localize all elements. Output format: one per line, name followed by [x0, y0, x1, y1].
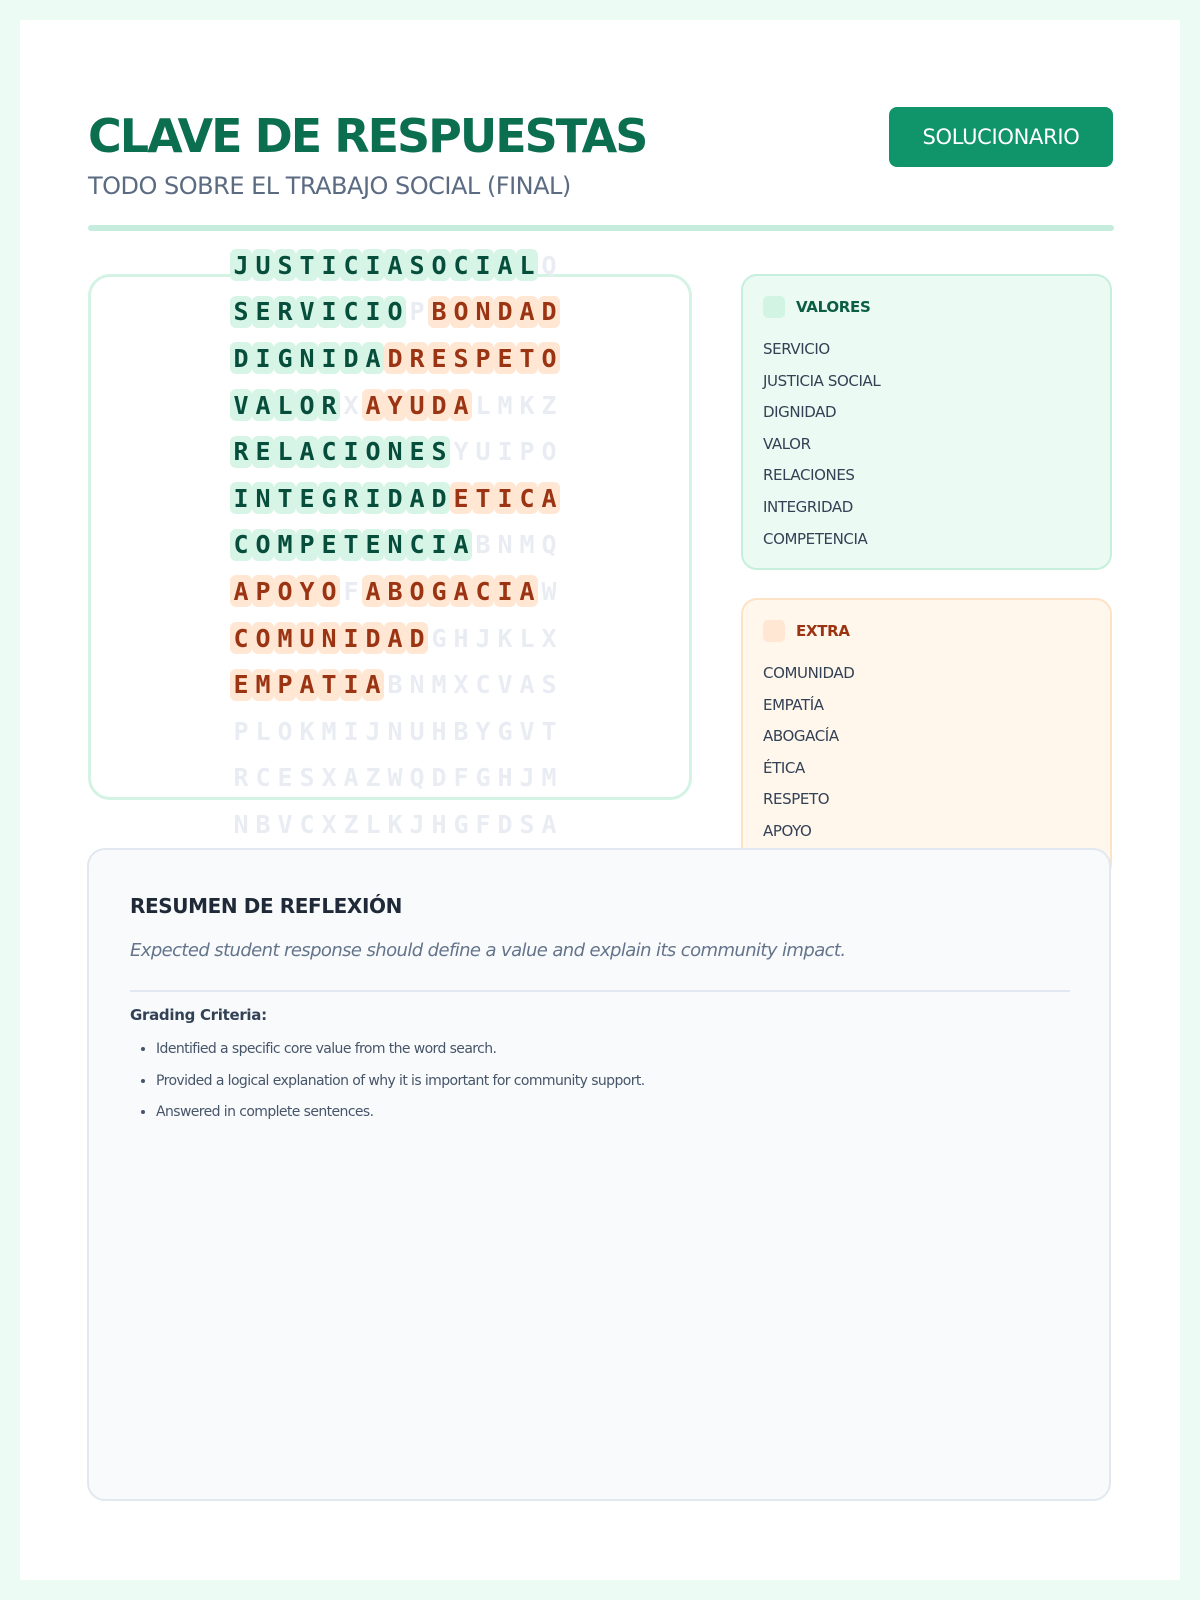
grid-cell-values: E	[406, 436, 428, 468]
grading-criteria-title: Grading Criteria:	[130, 1006, 267, 1024]
grid-cell-filler: I	[343, 716, 359, 746]
grid-cell-extra: N	[472, 296, 494, 328]
grid-cell-extra: A	[384, 622, 406, 654]
grid-cell-filler: W	[387, 763, 403, 793]
grid-cell-values: A	[296, 436, 318, 468]
grid-cell-values: I	[318, 296, 340, 328]
values-word-item: VALOR	[763, 434, 811, 453]
grid-cell-filler: F	[343, 576, 359, 606]
grid-cell-filler: P	[233, 716, 249, 746]
values-panel-header	[763, 296, 870, 318]
grid-cell-filler: J	[475, 623, 491, 653]
values-panel-title: VALORES	[796, 298, 871, 316]
grid-cell-values: C	[450, 249, 472, 281]
grid-cell-filler: D	[431, 763, 447, 793]
page-title: CLAVE DE RESPUESTAS	[88, 109, 647, 163]
grid-cell-filler: L	[519, 623, 535, 653]
values-swatch-icon	[763, 296, 785, 318]
grid-cell-filler: I	[497, 437, 513, 467]
grid-cell-extra: C	[472, 575, 494, 607]
grid-cell-values: A	[362, 342, 384, 374]
values-word-item: JUSTICIA SOCIAL	[763, 371, 881, 390]
grid-cell-extra: O	[252, 622, 274, 654]
grid-cell-values: I	[362, 296, 384, 328]
extra-swatch-icon	[763, 620, 785, 642]
values-word-item: SERVICIO	[763, 340, 830, 358]
header-divider	[88, 225, 1114, 231]
grid-cell-filler: Q	[541, 530, 557, 560]
grid-cell-values: O	[296, 389, 318, 421]
grid-cell-filler: W	[541, 576, 557, 606]
grid-cell-filler: C	[475, 670, 491, 700]
grid-cell-filler: P	[519, 437, 535, 467]
grid-cell-filler: X	[453, 670, 469, 700]
reflection-title: RESUMEN DE REFLEXIÓN	[130, 894, 402, 918]
grid-cell-extra: G	[428, 575, 450, 607]
grid-cell-extra: A	[362, 575, 384, 607]
grid-cell-values: V	[296, 296, 318, 328]
grid-cell-filler: K	[519, 390, 535, 420]
grid-cell-extra: A	[538, 482, 560, 514]
grid-cell-filler: N	[409, 670, 425, 700]
grid-cell-filler: M	[431, 670, 447, 700]
grid-cell-values: A	[494, 249, 516, 281]
grid-cell-extra: E	[494, 342, 516, 374]
grid-cell-filler: R	[233, 763, 249, 793]
grid-cell-extra: A	[516, 575, 538, 607]
grid-cell-values: E	[362, 529, 384, 561]
extra-panel	[741, 598, 1112, 880]
grid-cell-filler: K	[299, 716, 315, 746]
grid-cell-filler: H	[497, 763, 513, 793]
grid-row	[230, 615, 560, 662]
grid-cell-values: E	[318, 529, 340, 561]
grid-cell-values: A	[450, 529, 472, 561]
grid-cell-values: T	[274, 482, 296, 514]
grid-cell-values: S	[406, 249, 428, 281]
criteria-item: • Provided a logical explanation of why it is important for community support.	[156, 1066, 645, 1098]
grid-cell-extra: D	[428, 389, 450, 421]
grid-cell-values: R	[274, 296, 296, 328]
grid-cell-filler: D	[497, 809, 513, 839]
grid-cell-values: C	[406, 529, 428, 561]
grid-cell-filler: A	[541, 809, 557, 839]
values-word-list	[763, 334, 880, 555]
grid-cell-extra: D	[384, 342, 406, 374]
grid-cell-extra: R	[406, 342, 428, 374]
grid-cell-filler: C	[255, 763, 271, 793]
grid-cell-values: A	[406, 482, 428, 514]
grid-cell-filler: Q	[409, 763, 425, 793]
grid-cell-values: A	[384, 249, 406, 281]
grid-cell-extra: A	[362, 669, 384, 701]
grid-cell-values: I	[428, 529, 450, 561]
grid-cell-values: D	[340, 342, 362, 374]
grid-cell-filler: B	[255, 809, 271, 839]
grid-cell-filler: V	[277, 809, 293, 839]
grid-cell-filler: B	[387, 670, 403, 700]
grid-cell-filler: F	[453, 763, 469, 793]
grid-cell-extra: U	[296, 622, 318, 654]
grid-cell-values: I	[472, 249, 494, 281]
grid-cell-extra: A	[362, 389, 384, 421]
grid-cell-filler: G	[453, 809, 469, 839]
values-panel	[741, 274, 1112, 570]
grid-cell-filler: M	[519, 530, 535, 560]
grid-cell-values: S	[274, 249, 296, 281]
grid-cell-values: I	[362, 249, 384, 281]
solucionario-badge: SOLUCIONARIO	[889, 107, 1113, 167]
grid-cell-extra: P	[252, 575, 274, 607]
grid-cell-values: S	[230, 296, 252, 328]
grid-cell-extra: T	[472, 482, 494, 514]
grid-cell-extra: T	[318, 669, 340, 701]
grid-cell-extra: T	[516, 342, 538, 374]
grid-row	[230, 661, 560, 708]
grid-cell-filler: G	[475, 763, 491, 793]
grid-row	[230, 755, 560, 802]
grid-cell-filler: Z	[343, 809, 359, 839]
grid-cell-extra: I	[340, 622, 362, 654]
grid-row	[230, 382, 560, 429]
grid-cell-values: G	[318, 482, 340, 514]
grid-cell-values: L	[516, 249, 538, 281]
grid-cell-values: C	[340, 296, 362, 328]
extra-word-item: APOYO	[763, 821, 812, 840]
grid-cell-filler: L	[475, 390, 491, 420]
grid-cell-extra: B	[384, 575, 406, 607]
grid-cell-extra: A	[450, 389, 472, 421]
grid-cell-filler: A	[343, 763, 359, 793]
grid-cell-filler: C	[299, 809, 315, 839]
grid-row	[230, 801, 560, 848]
grid-cell-values: V	[230, 389, 252, 421]
grid-cell-values: L	[274, 389, 296, 421]
grid-cell-values: C	[340, 249, 362, 281]
grid-cell-values: U	[252, 249, 274, 281]
grid-cell-filler: X	[321, 763, 337, 793]
grid-cell-values: N	[296, 342, 318, 374]
grid-cell-filler: Z	[365, 763, 381, 793]
grid-cell-values: D	[230, 342, 252, 374]
grid-cell-extra: E	[428, 342, 450, 374]
grid-cell-extra: M	[274, 622, 296, 654]
grid-cell-extra: B	[428, 296, 450, 328]
grid-cell-filler: B	[475, 530, 491, 560]
grid-cell-values: I	[252, 342, 274, 374]
grid-cell-filler: M	[321, 716, 337, 746]
grid-cell-extra: D	[494, 296, 516, 328]
grading-criteria-list	[130, 1034, 645, 1129]
grid-cell-filler: M	[541, 763, 557, 793]
values-word-item: RELACIONES	[763, 466, 855, 485]
grid-cell-filler: O	[541, 437, 557, 467]
grid-cell-values: T	[340, 529, 362, 561]
grid-cell-extra: O	[450, 296, 472, 328]
grid-cell-extra: O	[318, 575, 340, 607]
extra-word-item: ABOGACÍA	[763, 727, 839, 746]
page-subtitle: TODO SOBRE EL TRABAJO SOCIAL (FINAL)	[88, 172, 571, 200]
grid-cell-values: O	[362, 436, 384, 468]
grid-cell-extra: A	[450, 575, 472, 607]
grid-cell-extra: Y	[296, 575, 318, 607]
grid-cell-filler: Q	[541, 250, 557, 280]
reflection-divider	[130, 990, 1070, 992]
grid-cell-filler: T	[541, 716, 557, 746]
grid-cell-extra: S	[450, 342, 472, 374]
grid-cell-extra: E	[230, 669, 252, 701]
grid-cell-filler: L	[255, 716, 271, 746]
grid-cell-extra: A	[230, 575, 252, 607]
grid-cell-filler: K	[497, 623, 513, 653]
extra-word-item: COMUNIDAD	[763, 664, 855, 682]
grid-cell-values: I	[230, 482, 252, 514]
grid-cell-values: C	[230, 529, 252, 561]
values-word-item: INTEGRIDAD	[763, 497, 853, 516]
grid-cell-values: N	[252, 482, 274, 514]
grid-row	[230, 428, 560, 475]
grid-cell-filler: N	[233, 809, 249, 839]
grid-cell-extra: D	[538, 296, 560, 328]
grid-cell-values: C	[318, 436, 340, 468]
grid-cell-values: N	[384, 436, 406, 468]
grid-cell-extra: P	[472, 342, 494, 374]
grid-cell-extra: A	[296, 669, 318, 701]
grid-cell-filler: X	[321, 809, 337, 839]
grid-cell-filler: J	[365, 716, 381, 746]
grid-cell-values: R	[318, 389, 340, 421]
extra-word-item: ÉTICA	[763, 758, 805, 777]
grid-cell-values: P	[296, 529, 318, 561]
grid-cell-extra: I	[340, 669, 362, 701]
grid-cell-extra: I	[494, 575, 516, 607]
grid-cell-values: I	[318, 249, 340, 281]
grid-cell-filler: U	[409, 716, 425, 746]
grid-cell-extra: E	[450, 482, 472, 514]
grid-cell-filler: Y	[453, 437, 469, 467]
extra-word-item: RESPETO	[763, 790, 830, 809]
grid-cell-filler: S	[519, 809, 535, 839]
criteria-item: • Identified a specific core value from the word search.	[156, 1034, 645, 1066]
word-search-grid	[230, 242, 560, 848]
grid-cell-values: O	[252, 529, 274, 561]
grid-cell-values: G	[274, 342, 296, 374]
grid-cell-values: O	[384, 296, 406, 328]
grid-row	[230, 335, 560, 382]
grid-cell-values: N	[384, 529, 406, 561]
grid-cell-filler: N	[497, 530, 513, 560]
grid-cell-values: R	[230, 436, 252, 468]
grid-cell-filler: N	[387, 716, 403, 746]
grid-row	[230, 522, 560, 569]
values-word-item: DIGNIDAD	[763, 403, 837, 422]
grid-row	[230, 475, 560, 522]
grid-cell-values: L	[274, 436, 296, 468]
grid-cell-filler: H	[431, 809, 447, 839]
grid-cell-filler: H	[453, 623, 469, 653]
criteria-item: • Answered in complete sentences.	[156, 1097, 645, 1129]
grid-cell-values: J	[230, 249, 252, 281]
grid-cell-values: E	[252, 296, 274, 328]
grid-cell-extra: O	[274, 575, 296, 607]
grid-cell-filler: V	[497, 670, 513, 700]
grid-cell-extra: N	[318, 622, 340, 654]
grid-row	[230, 708, 560, 755]
grid-cell-extra: O	[538, 342, 560, 374]
grid-cell-extra: D	[406, 622, 428, 654]
grid-cell-filler: J	[409, 809, 425, 839]
grid-row	[230, 289, 560, 336]
grid-cell-filler: S	[541, 670, 557, 700]
expected-response-text: Expected student response should define a value and explain its community impact.	[130, 940, 846, 961]
grid-cell-values: O	[428, 249, 450, 281]
grid-cell-filler: U	[475, 437, 491, 467]
grid-cell-values: D	[384, 482, 406, 514]
grid-cell-filler: G	[431, 623, 447, 653]
extra-word-item: EMPATÍA	[763, 695, 824, 714]
grid-cell-values: S	[428, 436, 450, 468]
grid-cell-filler: X	[343, 390, 359, 420]
answer-key-page	[20, 20, 1180, 1580]
grid-cell-extra: C	[230, 622, 252, 654]
grid-cell-extra: P	[274, 669, 296, 701]
values-word-item: COMPETENCIA	[763, 529, 868, 548]
extra-word-list	[763, 658, 854, 848]
grid-cell-values: A	[252, 389, 274, 421]
grid-cell-filler: X	[541, 623, 557, 653]
grid-cell-filler: K	[387, 809, 403, 839]
grid-cell-filler: P	[409, 297, 425, 327]
grid-cell-filler: F	[475, 809, 491, 839]
extra-panel-title: EXTRA	[796, 622, 850, 640]
grid-cell-filler: Y	[475, 716, 491, 746]
grid-cell-filler: L	[365, 809, 381, 839]
grid-row	[230, 568, 560, 615]
grid-cell-extra: U	[406, 389, 428, 421]
grid-cell-filler: J	[519, 763, 535, 793]
grid-cell-extra: O	[406, 575, 428, 607]
grid-cell-values: I	[318, 342, 340, 374]
grid-cell-values: I	[362, 482, 384, 514]
grid-cell-filler: H	[431, 716, 447, 746]
grid-cell-extra: Y	[384, 389, 406, 421]
grid-cell-filler: S	[299, 763, 315, 793]
grid-row	[230, 242, 560, 289]
grid-cell-extra: A	[516, 296, 538, 328]
grid-cell-values: M	[274, 529, 296, 561]
grid-cell-values: E	[252, 436, 274, 468]
reflection-summary-panel	[87, 848, 1111, 1501]
grid-cell-extra: C	[516, 482, 538, 514]
grid-cell-extra: M	[252, 669, 274, 701]
grid-cell-values: T	[296, 249, 318, 281]
grid-cell-filler: Z	[541, 390, 557, 420]
grid-cell-filler: O	[277, 716, 293, 746]
extra-panel-header	[763, 620, 850, 642]
grid-cell-filler: A	[519, 670, 535, 700]
grid-cell-extra: I	[494, 482, 516, 514]
grid-cell-filler: V	[519, 716, 535, 746]
grid-cell-values: I	[340, 436, 362, 468]
grid-cell-values: D	[428, 482, 450, 514]
grid-cell-filler: B	[453, 716, 469, 746]
grid-cell-filler: E	[277, 763, 293, 793]
grid-cell-extra: D	[362, 622, 384, 654]
grid-cell-values: E	[296, 482, 318, 514]
grid-cell-filler: M	[497, 390, 513, 420]
grid-cell-filler: G	[497, 716, 513, 746]
grid-cell-values: R	[340, 482, 362, 514]
